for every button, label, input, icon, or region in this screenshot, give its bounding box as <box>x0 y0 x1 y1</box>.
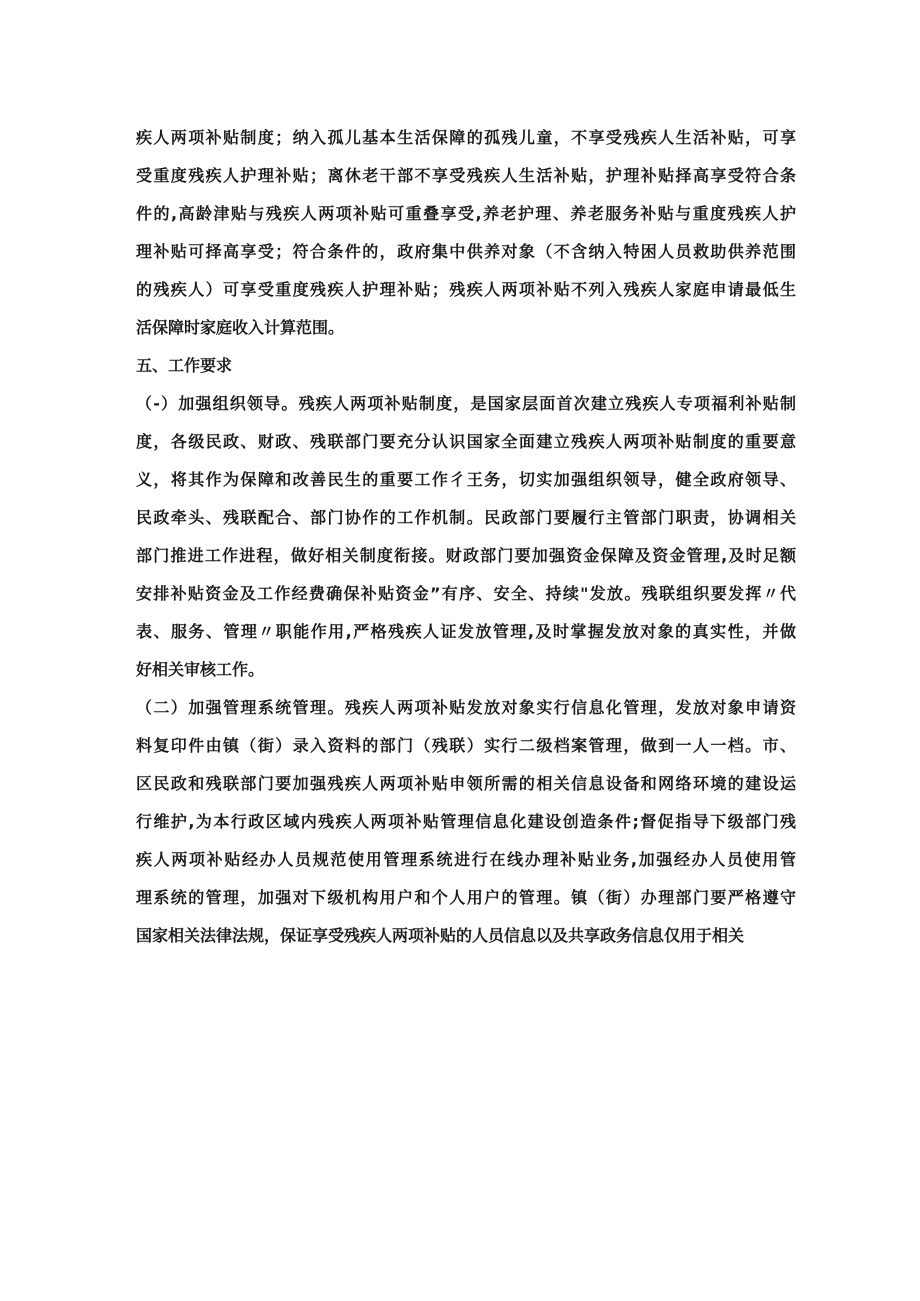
text-line: 部门推进工作进程，做好相关制度衔接。财政部门要加强资金保障及资金管理,及时足额 <box>136 546 796 565</box>
paragraph-p-intro <box>136 119 796 347</box>
text-line: 受重度残疾人护理补贴；离休老干部不享受残疾人生活补贴，护理补贴择高享受符合条 <box>136 166 796 185</box>
text-line: 区民政和残联部门要加强残疾人两项补贴申领所需的相关信息设备和网络环境的建设运 <box>136 774 796 793</box>
text-line: 度，各级民政、财政、残联部门要充分认识国家全面建立残疾人两项补贴制度的重要意 <box>136 432 796 451</box>
text-line: 疾人两项补贴制度；纳入孤儿基本生活保障的孤残儿童，不享受残疾人生活补贴，可享 <box>136 128 796 147</box>
text-line: 好相关审核工作。 <box>136 660 265 679</box>
text-line: 理补贴可择高享受；符合条件的，政府集中供养对象（不含纳入特困人员救助供养范围 <box>136 242 796 261</box>
text-line: 理系统的管理，加强对下级机构用户和个人用户的管理。镇（街）办理部门要严格遵守 <box>136 888 796 907</box>
text-line: 五、工作要求 <box>136 356 233 375</box>
text-line: 行维护,为本行政区域内残疾人两项补贴管理信息化建设创造条件;督促指导下级部门残 <box>136 812 796 831</box>
text-line: 民政牵头、残联配合、部门协作的工作机制。民政部门要履行主管部门职责，协调相关 <box>136 508 796 527</box>
text-line: 活保障时家庭收入计算范围。 <box>136 318 345 337</box>
text-line: 疾人两项补贴经办人员规范使用管理系统进行在线办理补贴业务,加强经办人员使用管 <box>136 850 796 869</box>
text-line: （二）加强管理系统管理。残疾人两项补贴发放对象实行信息化管理，发放对象申请资 <box>136 698 796 717</box>
paragraph-p-heading-5 <box>136 347 796 385</box>
text-line: 安排补贴资金及工作经费确保补贴资金”有序、安全、持续"发放。残联组织要发挥〃代 <box>136 584 796 603</box>
document-body <box>136 119 796 955</box>
text-line: （-）加强组织领导。残疾人两项补贴制度，是国家层面首次建立残疾人专项福利补贴制 <box>136 394 796 413</box>
paragraph-p-section-2 <box>136 689 796 955</box>
paragraph-p-section-1 <box>136 385 796 689</box>
text-line: 件的,高龄津贴与残疾人两项补贴可重叠享受,养老护理、养老服务补贴与重度残疾人护 <box>136 204 796 223</box>
text-line: 料复印件由镇（街）录入资料的部门（残联）实行二级档案管理，做到一人一档。市、 <box>136 736 796 755</box>
text-line: 表、服务、管理〃职能作用,严格残疾人证发放管理,及时掌握发放对象的真实性，并做 <box>136 622 796 641</box>
text-line: 义，将其作为保障和改善民生的重要工作彳王务，切实加强组织领导，健全政府领导、 <box>136 470 796 489</box>
text-line: 国家相关法律法规，保证享受残疾人两项补贴的人员信息以及共享政务信息仅用于相关 <box>136 926 745 945</box>
text-line: 的残疾人）可享受重度残疾人护理补贴；残疾人两项补贴不列入残疾人家庭申请最低生 <box>136 280 796 299</box>
